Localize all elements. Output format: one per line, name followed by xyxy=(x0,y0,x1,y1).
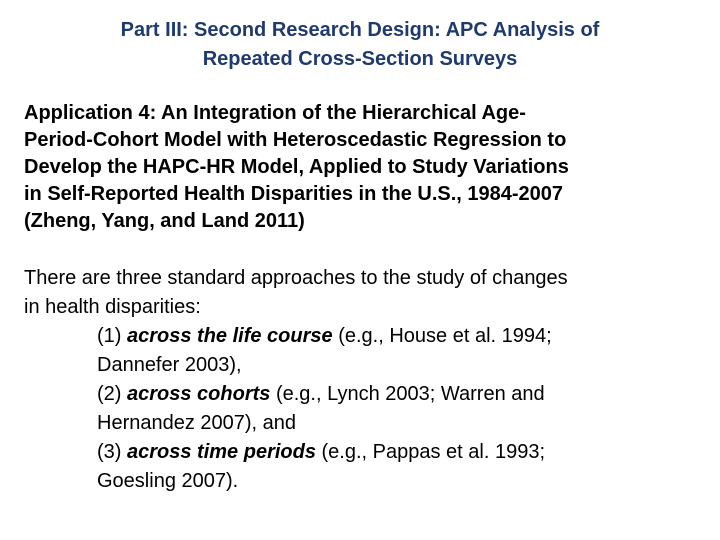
application-line-5: (Zheng, Yang, and Land 2011) xyxy=(24,210,305,232)
approach-item-1 xyxy=(24,322,704,380)
approach-1-number: (1) xyxy=(97,325,127,347)
approach-3-citation: (e.g., Pappas et al. 1993; xyxy=(315,441,546,463)
title-line-2: Repeated Cross-Section Surveys xyxy=(202,48,518,70)
approach-3-emphasis: across time periods xyxy=(127,441,316,463)
approach-item-3 xyxy=(24,438,704,496)
approach-3-line-2: Goesling 2007). xyxy=(97,470,239,492)
approach-1-citation: (e.g., House et al. 1994; xyxy=(332,325,552,347)
approach-1-line-1 xyxy=(24,322,704,351)
approach-1-line-2: Dannefer 2003), xyxy=(97,354,242,376)
body-text xyxy=(24,264,704,496)
approach-3-number: (3) xyxy=(97,441,127,463)
application-line-3: Develop the HAPC-HR Model, Applied to Study Variations xyxy=(24,156,569,178)
title-line-1: Part III: Second Research Design: APC Analysis of xyxy=(120,19,600,41)
approach-2-citation: (e.g., Lynch 2003; Warren and xyxy=(270,383,545,405)
approach-2-line-1 xyxy=(24,380,704,409)
application-line-1: Application 4: An Integration of the Hierarchical Age- xyxy=(24,102,526,124)
approach-2-emphasis: across cohorts xyxy=(127,383,271,405)
application-heading xyxy=(24,100,704,235)
approach-2-number: (2) xyxy=(97,383,127,405)
slide-title xyxy=(20,16,700,74)
application-line-2: Period-Cohort Model with Heteroscedastic Regression to xyxy=(24,129,567,151)
intro-line-1: There are three standard approaches to the study of changes xyxy=(24,267,568,289)
approach-item-2 xyxy=(24,380,704,438)
approach-1-emphasis: across the life course xyxy=(127,325,333,347)
approach-3-line-1 xyxy=(24,438,704,467)
intro-line-2: in health disparities: xyxy=(24,296,201,318)
approach-2-line-2: Hernandez 2007), and xyxy=(97,412,297,434)
application-line-4: in Self-Reported Health Disparities in the U.S., 1984-2007 xyxy=(24,183,564,205)
